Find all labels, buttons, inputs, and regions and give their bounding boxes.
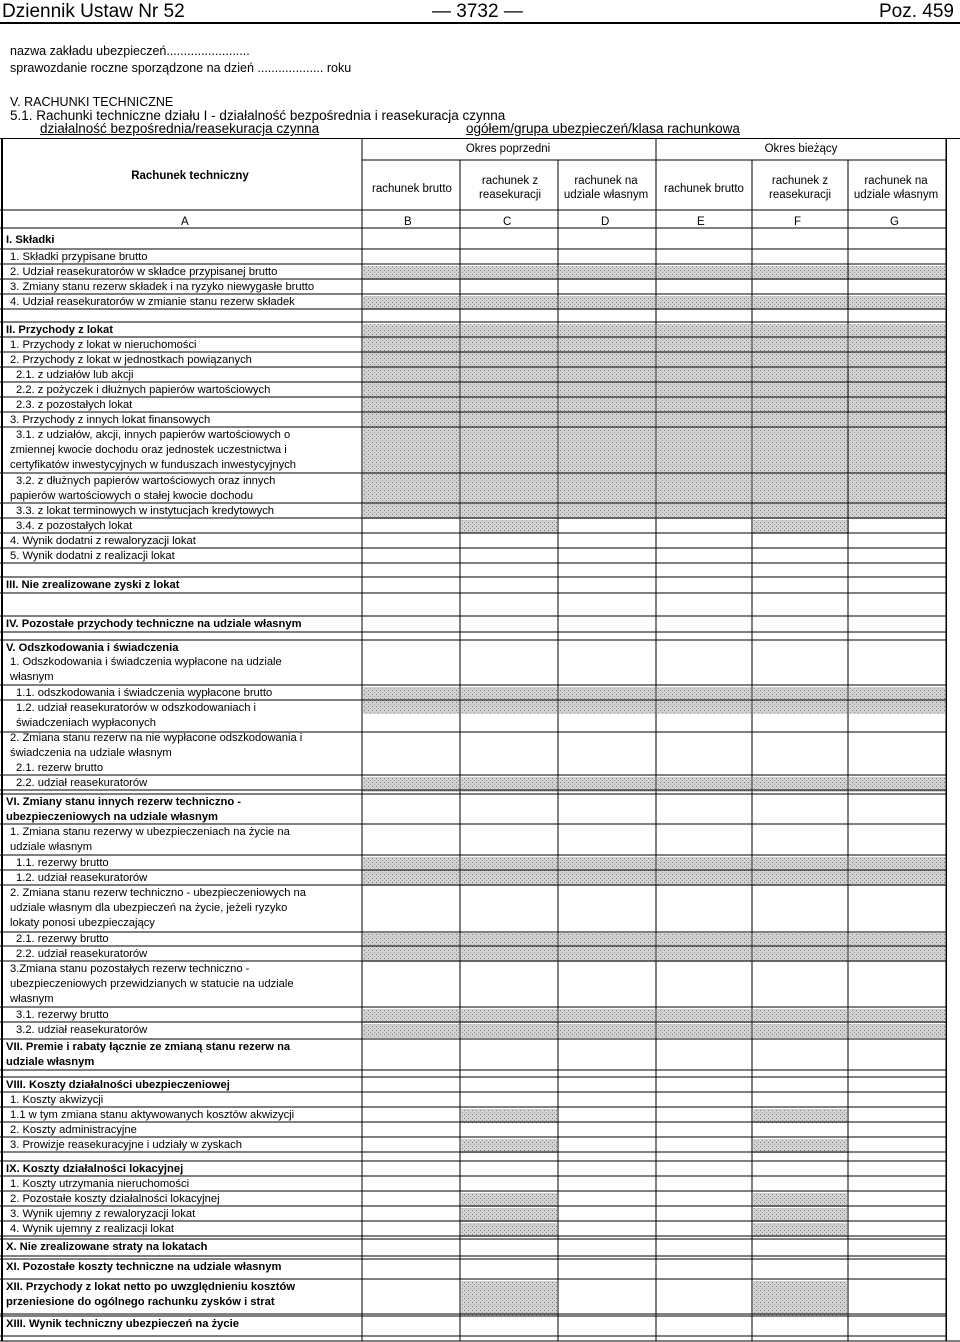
row-label: 2.1. z udziałów lub akcji [16,369,134,381]
row-label: XII. Przychody z lokat netto po uwzględnieniu kosztów [6,1281,296,1293]
shaded-cell [849,266,945,280]
row-label: 1.2. udział reasekuratorów [16,872,148,884]
row-label: 3. Zmiany stanu rezerw składek i na ryzyko niewygasłe brutto [10,281,315,293]
shaded-cell [461,1139,557,1153]
col-g-header: rachunek na udziale własnym [853,175,939,201]
row-label: 4. Udział reasekuratorów w zmianie stanu rezerw składek [10,296,295,308]
insurer-name-line: nazwa zakładu ubezpieczeń........................ [10,44,250,58]
row-label: zmiennej kwocie dochodu oraz jednostek uczestnictwa i [10,444,287,456]
shaded-cell [363,324,459,519]
row-label: IV. Pozostałe przychody techniczne na udziale własnym [6,618,302,630]
row-label: V. Odszkodowania i świadczenia [6,642,179,654]
row-label: IX. Koszty działalności lokacyjnej [6,1163,184,1175]
shaded-cell [461,520,557,534]
col-b-header: rachunek brutto [372,183,452,195]
row-label: 3.4. z pozostałych lokat [16,520,133,532]
row-label: 3.2. udział reasekuratorów [16,1024,148,1036]
shaded-cell [657,948,751,962]
row-label: 4. Wynik ujemny z realizacji lokat [10,1223,175,1235]
row-label: 1. Zmiana stanu rezerwy w ubezpieczeniach na życie na [10,826,290,838]
row-label: 3.3. z lokat terminowych w instytucjach kredytowych [16,505,275,517]
shaded-cell [753,1281,847,1315]
col-e-header: rachunek brutto [664,183,744,195]
shaded-cell [559,872,655,886]
row-label: 1.1. rezerwy brutto [16,857,109,869]
shaded-cell [559,266,655,280]
shaded-cell [363,1009,459,1023]
row-label: 5. Wynik dodatni z realizacji lokat [10,550,175,562]
shaded-cell [753,948,847,962]
row-label: VIII. Koszty działalności ubezpieczeniowej [6,1079,230,1091]
row-label: 2. Przychody z lokat w jednostkach powiązanych [10,354,252,366]
shaded-cell [753,1208,847,1222]
shaded-cell [559,296,655,310]
row-label: 2.2. udział reasekuratorów [16,948,148,960]
shaded-cell [363,296,459,310]
col-letter-b: B [404,216,412,228]
row-label: lokaty ponosi ubezpieczający [10,917,155,929]
row-label: papierów wartościowych o stałej kwocie dochodu [10,490,254,502]
row-label: 1. Przychody z lokat w nieruchomości [10,339,197,351]
col-a-header: Rachunek techniczny [131,170,249,182]
shaded-cell [461,1193,557,1207]
shaded-cell [559,948,655,962]
row-label: 1. Odszkodowania i świadczenia wypłacone na udziale [10,656,282,668]
row-label: 1. Składki przypisane brutto [10,251,148,263]
shaded-cell [559,1009,655,1023]
row-label: 3. Prowizje reasekuracyjne i udziały w zyskach [10,1139,242,1151]
shaded-cell [657,1009,751,1023]
shaded-cell [753,1223,847,1237]
shaded-cell [461,1223,557,1237]
row-label: 2.1. rezerw brutto [16,762,104,774]
page-number: — 3732 — [432,1,523,22]
row-label: świadczeniach wypłaconych [16,717,156,729]
row-label: 3. Wynik ujemny z rewaloryzacji lokat [10,1208,196,1220]
shaded-cell [461,1024,557,1038]
row-label: 2. Koszty administracyjne [10,1124,137,1136]
shaded-cell [657,324,751,519]
shaded-cell [753,1024,847,1038]
row-label: 2. Udział reasekuratorów w składce przypisanej brutto [10,266,278,278]
row-label: 2.3. z pozostałych lokat [16,399,133,411]
activity-type-label: działalność bezpośrednia/reasekuracja czynna [40,121,320,136]
col-letter-f: F [794,216,802,228]
row-label: XI. Pozostałe koszty techniczne na udziale własnym [6,1261,282,1273]
group-class-label: ogółem/grupa ubezpieczeń/klasa rachunkowa [466,121,740,136]
shaded-cell [559,324,655,519]
position-number: Poz. 459 [879,1,954,22]
shaded-cell [753,1193,847,1207]
row-label: przeniesione do ogólnego rachunku zysków i strat [6,1296,275,1308]
shaded-cell [849,296,945,310]
shaded-cell [753,1139,847,1153]
row-label: 1.2. udział reasekuratorów w odszkodowaniach i [16,702,257,714]
shaded-cell [849,1009,945,1023]
shaded-cell [657,872,751,886]
row-label: własnym [10,671,54,683]
row-label: 1. Koszty utrzymania nieruchomości [10,1178,190,1190]
shaded-cell [657,266,751,280]
period-current-header: Okres bieżący [764,143,838,155]
page-header [0,0,960,24]
shaded-cell [461,872,557,886]
row-label: 1.1 w tym zmiana stanu aktywowanych kosztów akwizycji [10,1109,295,1121]
row-label: 3.Zmiana stanu pozostałych rezerw techniczno - [10,963,250,975]
shaded-cell [363,948,459,962]
row-label: udziale własnym [10,841,93,853]
shaded-cell [461,1208,557,1222]
col-letter-c: C [503,216,512,228]
row-label: XIII. Wynik techniczny ubezpieczeń na życie [6,1318,239,1330]
shaded-cell [753,872,847,886]
row-label: 1. Koszty akwizycji [10,1094,104,1106]
shaded-cell [461,948,557,962]
shaded-cell [461,266,557,280]
shaded-cell [753,296,849,310]
shaded-cell [657,1024,751,1038]
shaded-cell [849,948,945,962]
col-letter-a: A [181,216,189,228]
report-date-line: sprawozdanie roczne sporządzone na dzień ................... roku [10,61,352,75]
row-label: ubezpieczeniowych przewidzianych w statucie na udziale [10,978,294,990]
row-label: X. Nie zrealizowane straty na lokatach [6,1241,208,1253]
row-label: 3.2. z dłużnych papierów wartościowych oraz innych [16,475,276,487]
row-label: własnym [10,993,54,1005]
journal-title: Dziennik Ustaw Nr 52 [2,1,185,22]
row-label: 1.1. odszkodowania i świadczenia wypłacone brutto [16,687,273,699]
row-label: udziale własnym [6,1056,95,1068]
col-f-header: rachunek z reasekuracji [769,175,831,201]
section-title: V. RACHUNKI TECHNICZNE [10,95,174,109]
col-letter-e: E [697,216,705,228]
row-label: 2. Zmiana stanu rezerw na nie wypłacone odszkodowania i [10,732,303,744]
row-label: 3.1. rezerwy brutto [16,1009,109,1021]
shaded-cell [461,296,557,310]
col-d-header: rachunek na udziale własnym [563,175,649,201]
shaded-cell [753,266,849,280]
shaded-cell [461,1009,557,1023]
row-label: VII. Premie i rabaty łącznie ze zmianą stanu rezerw na [6,1041,291,1053]
shaded-cell [461,324,557,519]
row-label: 3. Przychody z innych lokat finansowych [10,414,211,426]
shaded-cell [657,296,751,310]
col-letter-g: G [890,216,899,228]
col-c-header: rachunek z reasekuracji [479,175,541,201]
shaded-cell [461,1109,557,1123]
shaded-cell [559,1024,655,1038]
shaded-cell [753,1009,847,1023]
row-label: 3.1. z udziałów, akcji, innych papierów wartościowych o [16,429,291,441]
shaded-cell [363,266,459,280]
period-previous-header: Okres poprzedni [465,143,551,155]
row-label: II. Przychody z lokat [6,324,113,336]
row-label: świadczenia na udziale własnym [10,747,172,759]
col-letter-d: D [601,216,610,228]
shaded-cell [753,520,849,534]
row-label: 4. Wynik dodatni z rewaloryzacji lokat [10,535,196,547]
shaded-cell [461,1281,557,1315]
row-label: VI. Zmiany stanu innych rezerw techniczno - [6,796,241,808]
row-label: III. Nie zrealizowane zyski z lokat [6,579,180,591]
shaded-cell [363,1024,459,1038]
row-label: udziale własnym dla ubezpieczeń na życie, jeżeli ryzyko [10,902,288,914]
shaded-cell [849,324,945,519]
shaded-cell [363,872,459,886]
technical-account-table [0,138,960,1342]
shaded-cell [849,872,945,886]
row-label: ubezpieczeniowych na udziale własnym [6,811,218,823]
row-label: 2.1. rezerwy brutto [16,933,109,945]
row-label: 2.2. udział reasekuratorów [16,777,148,789]
shaded-cell [849,1024,945,1038]
row-label: 2. Pozostałe koszty działalności lokacyjnej [10,1193,220,1205]
subsection-title: 5.1. Rachunki techniczne działu I - działalność bezpośrednia i reasekuracja czynna [10,108,506,123]
shaded-cell [753,1109,847,1123]
row-label: 2.2. z pożyczek i dłużnych papierów wartościowych [16,384,271,396]
row-label: certyfikatów inwestycyjnych w funduszach inwestycyjnych [10,459,297,471]
shaded-cell [753,324,847,519]
row-label: I. Składki [6,234,55,246]
row-label: 2. Zmiana stanu rezerw techniczno - ubezpieczeniowych na [10,887,306,899]
